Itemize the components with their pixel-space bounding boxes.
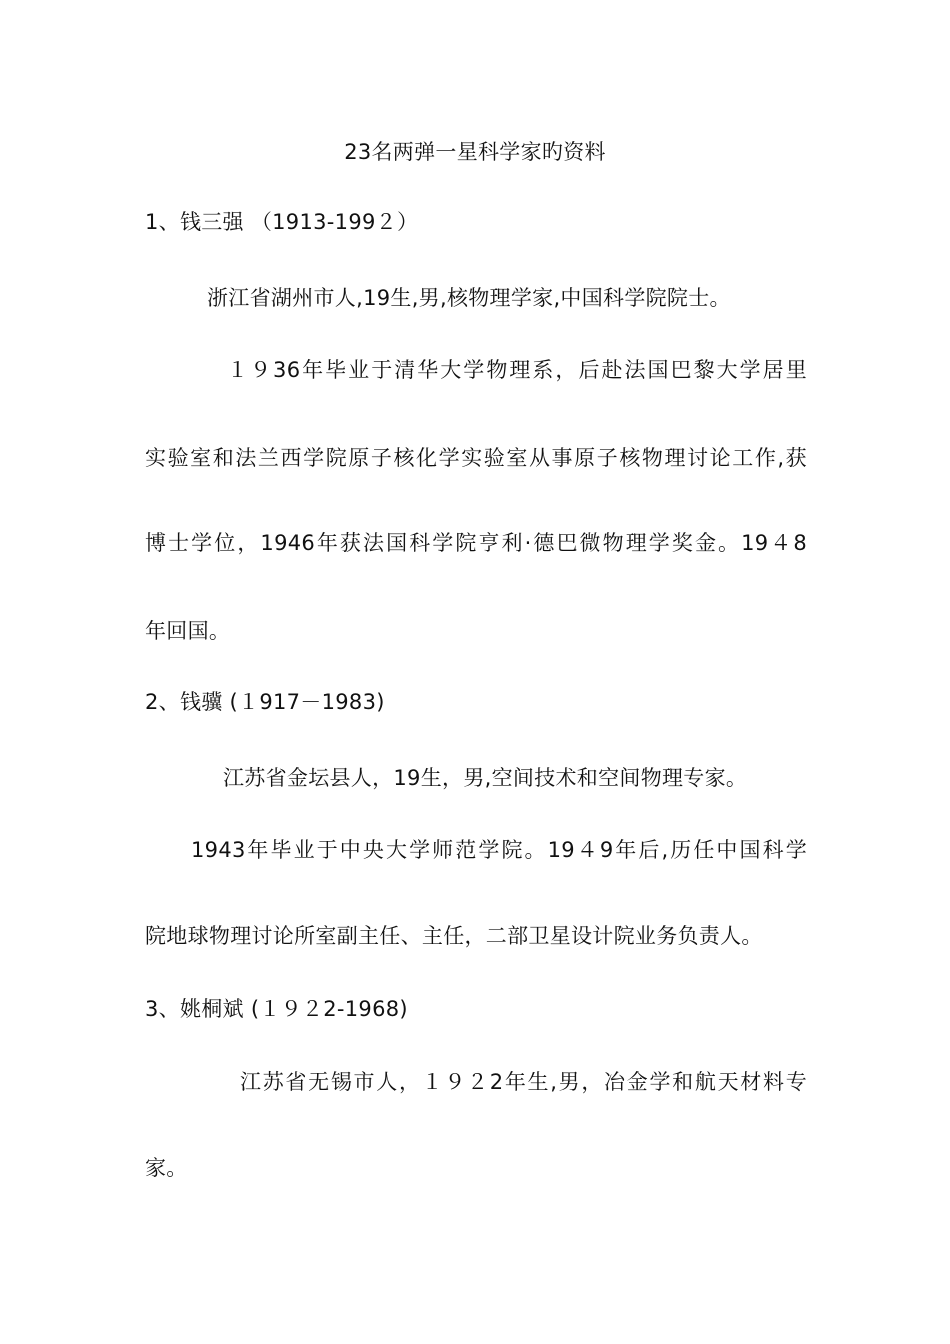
entry-heading-yao-tongbin: 3、姚桐斌 (１９２2-1968) [145,997,408,1021]
entry-heading-qian-ji: 2、钱骥 (１917－1983) [145,690,385,714]
entry-body-line: 博士学位，1946年获法国科学院亨利·德巴微物理学奖金。19４8 [145,531,807,555]
entry-intro-qian-sanqiang: 浙江省湖州市人,19生,男,核物理学家,中国科学院院士。 [207,286,731,310]
entry-intro-qian-ji: 江苏省金坛县人，19生，男,空间技术和空间物理专家。 [223,766,748,790]
entry-intro-yao-tongbin: 江苏省无锡市人，１９２2年生,男，冶金学和航天材料专 [240,1070,807,1094]
entry-body-line: 家。 [145,1156,188,1180]
page-title: 23名两弹一星科学家旳资料 [344,140,606,164]
entry-body-line: 院地球物理讨论所室副主任、主任，二部卫星设计院业务负责人。 [145,924,763,948]
entry-body-line: 实验室和法兰西学院原子核化学实验室从事原子核物理讨论工作,获 [145,446,807,470]
entry-body-line: 1943年毕业于中央大学师范学院。19４9年后,历任中国科学 [191,838,807,862]
entry-heading-qian-sanqiang: 1、钱三强 （1913-199２） [145,210,419,234]
entry-body-line: 年回国。 [145,619,231,643]
entry-body-line: １９36年毕业于清华大学物理系，后赴法国巴黎大学居里 [227,358,807,382]
